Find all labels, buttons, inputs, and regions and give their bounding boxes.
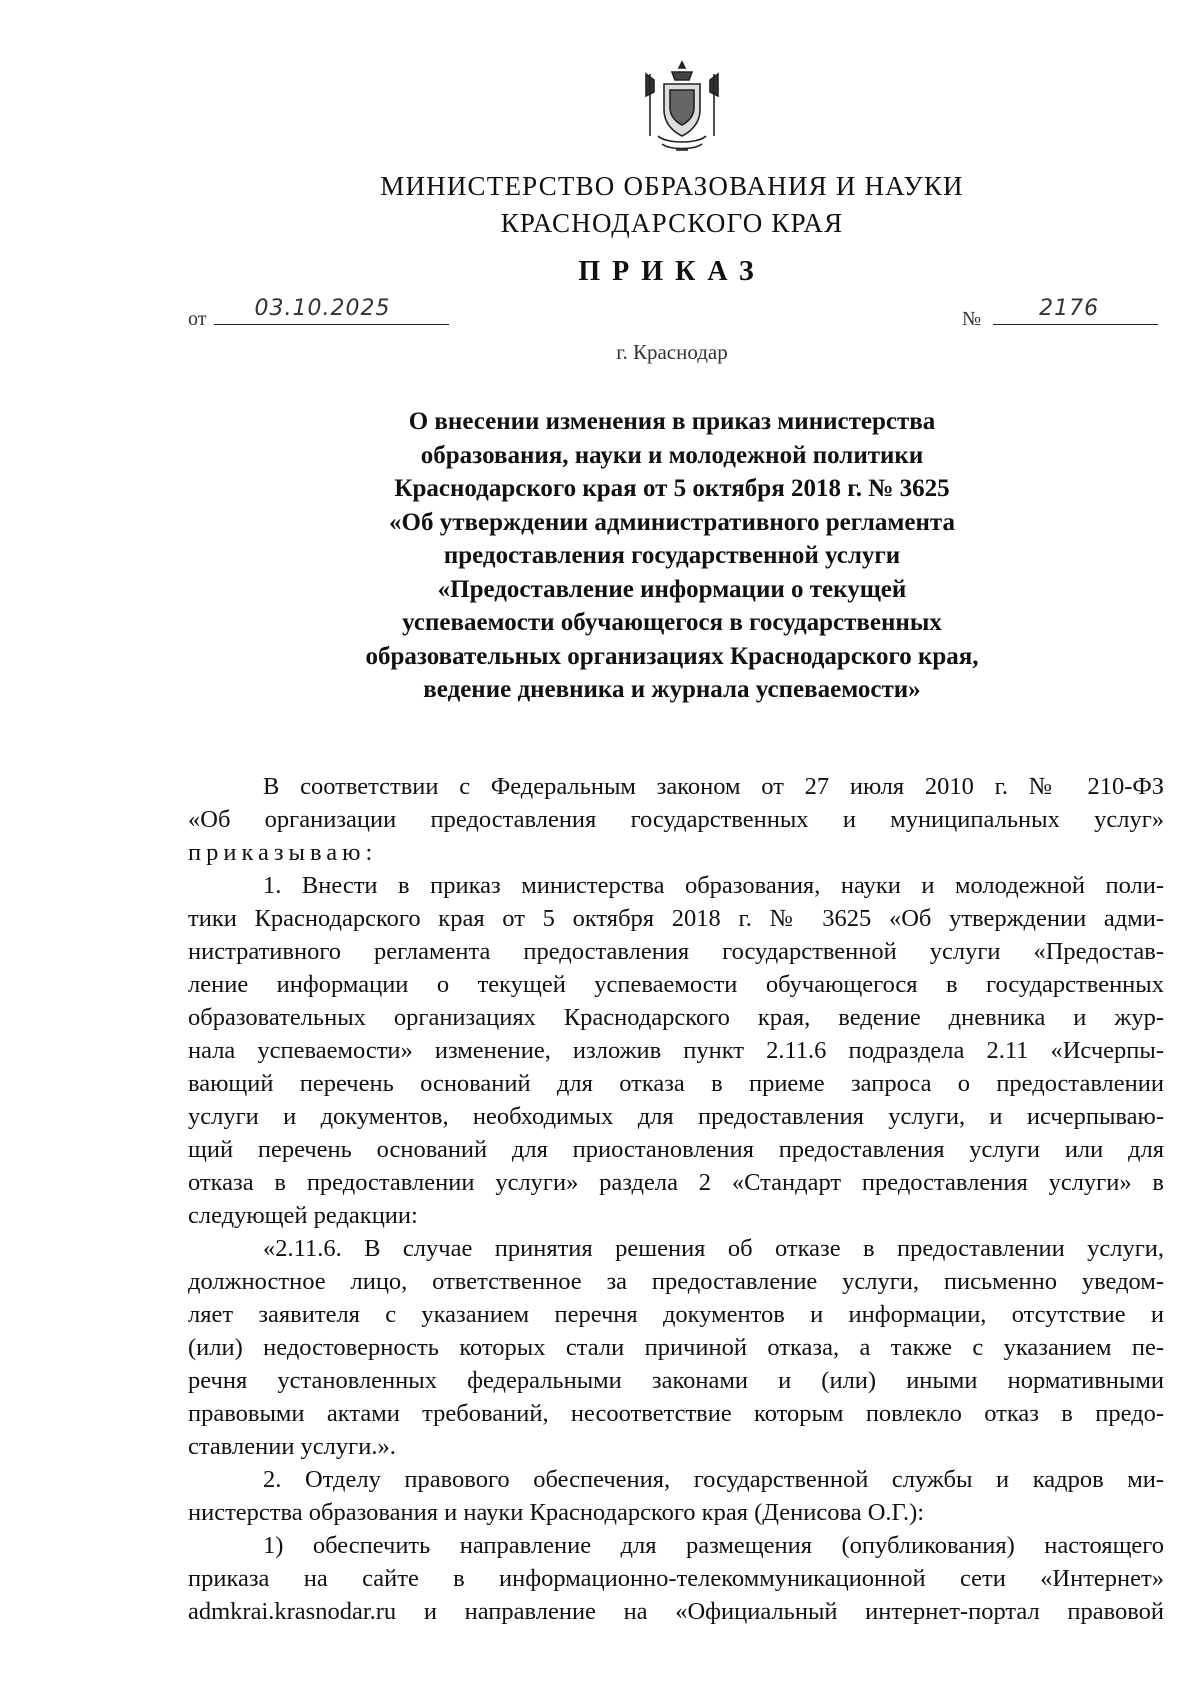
body-line: ставлении услуги.». [188,1433,396,1460]
number-value: 2176 [1039,296,1100,321]
body-line: 2. Отделу правового обеспечения, государственной службы и кадров ми- [263,1466,1164,1493]
body-line: образовательных организациях Краснодарского края, ведение дневника и жур- [188,1004,1164,1031]
title-line: предоставления государственной услуги [443,542,901,569]
body-line: щий перечень оснований для приостановления предоставления услуги или для [188,1136,1164,1163]
body-line: речня установленных федеральными законами и (или) иными нормативными [188,1367,1164,1394]
coat-of-arms-icon [636,58,728,158]
body-line: тики Краснодарского края от 5 октября 2018 г. № 3625 «Об утверждении адми- [188,905,1164,932]
body-line: В соответствии с Федеральным законом от 27 июля 2010 г. № 210-ФЗ [263,773,1164,800]
body-line: отказа в предоставлении услуги» раздела 2 «Стандарт предоставления услуги» в [188,1169,1164,1196]
city: г. Краснодар [616,340,728,364]
body-line: ляет заявителя с указанием перечня документов и информации, отсутствие и [188,1301,1164,1328]
number-field [962,298,1158,331]
body-line: правовыми актами требований, несоответствие которым повлекло отказ в предо- [188,1400,1164,1427]
title-line: образовательных организациях Краснодарского края, [365,642,979,670]
order-title [250,405,1094,707]
date-field [188,298,449,331]
order-body [188,770,1164,1628]
body-line: приказа на сайте в информационно-телекоммуникационной сети «Интернет» [188,1565,1164,1592]
body-line: 1. Внести в приказ министерства образования, науки и молодежной поли- [263,872,1164,899]
body-line: «2.11.6. В случае принятия решения об отказе в предоставлении услуги, [263,1235,1164,1262]
date-label: от [188,308,207,330]
title-line: успеваемости обучающегося в государственных [402,609,942,636]
document-type: ПРИКАЗ [578,256,766,287]
body-line: ление информации о текущей успеваемости обучающегося в государственных [188,971,1164,998]
body-line: должностное лицо, ответственное за предоставление услуги, письменно уведом- [188,1268,1164,1295]
title-line: Краснодарского края от 5 октября 2018 г. № 3625 [394,475,950,502]
title-line: О внесении изменения в приказ министерства [408,408,936,435]
body-line: нистративного регламента предоставления государственной услуги «Предостав- [188,938,1164,965]
body-line: «Об организации предоставления государственных и муниципальных услуг» [188,806,1164,833]
body-line: следующей редакции: [188,1202,418,1229]
date-value: 03.10.2025 [254,296,391,321]
body-line: 1) обеспечить направление для размещения (опубликования) настоящего [263,1532,1164,1559]
ministry-name-line1: МИНИСТЕРСТВО ОБРАЗОВАНИЯ И НАУКИ [380,171,964,201]
ministry-name-line2: КРАСНОДАРСКОГО КРАЯ [500,208,844,238]
title-line: образования, науки и молодежной политики [420,441,924,469]
body-line: нала успеваемости» изменение, изложив пункт 2.11.6 подраздела 2.11 «Исчерпы- [188,1037,1164,1064]
body-line: вающий перечень оснований для отказа в приеме запроса о предоставлении [188,1070,1164,1097]
body-line: admkrai.krasnodar.ru и направление на «Официальный интернет-портал правовой [188,1598,1164,1625]
title-line: «Об утверждении административного регламента [389,508,955,536]
body-line: услуги и документов, необходимых для предоставления услуги, и исчерпываю- [188,1103,1164,1130]
title-line: «Предоставление информации о текущей [437,575,907,603]
body-line: приказываю: [188,839,378,866]
number-label: № [962,308,982,330]
body-line: нистерства образования и науки Краснодарского края (Денисова О.Г.): [188,1499,925,1526]
body-line: (или) недостоверность которых стали причиной отказа, а также с указанием пе- [188,1334,1164,1361]
title-line: ведение дневника и журнала успеваемости» [423,676,921,703]
